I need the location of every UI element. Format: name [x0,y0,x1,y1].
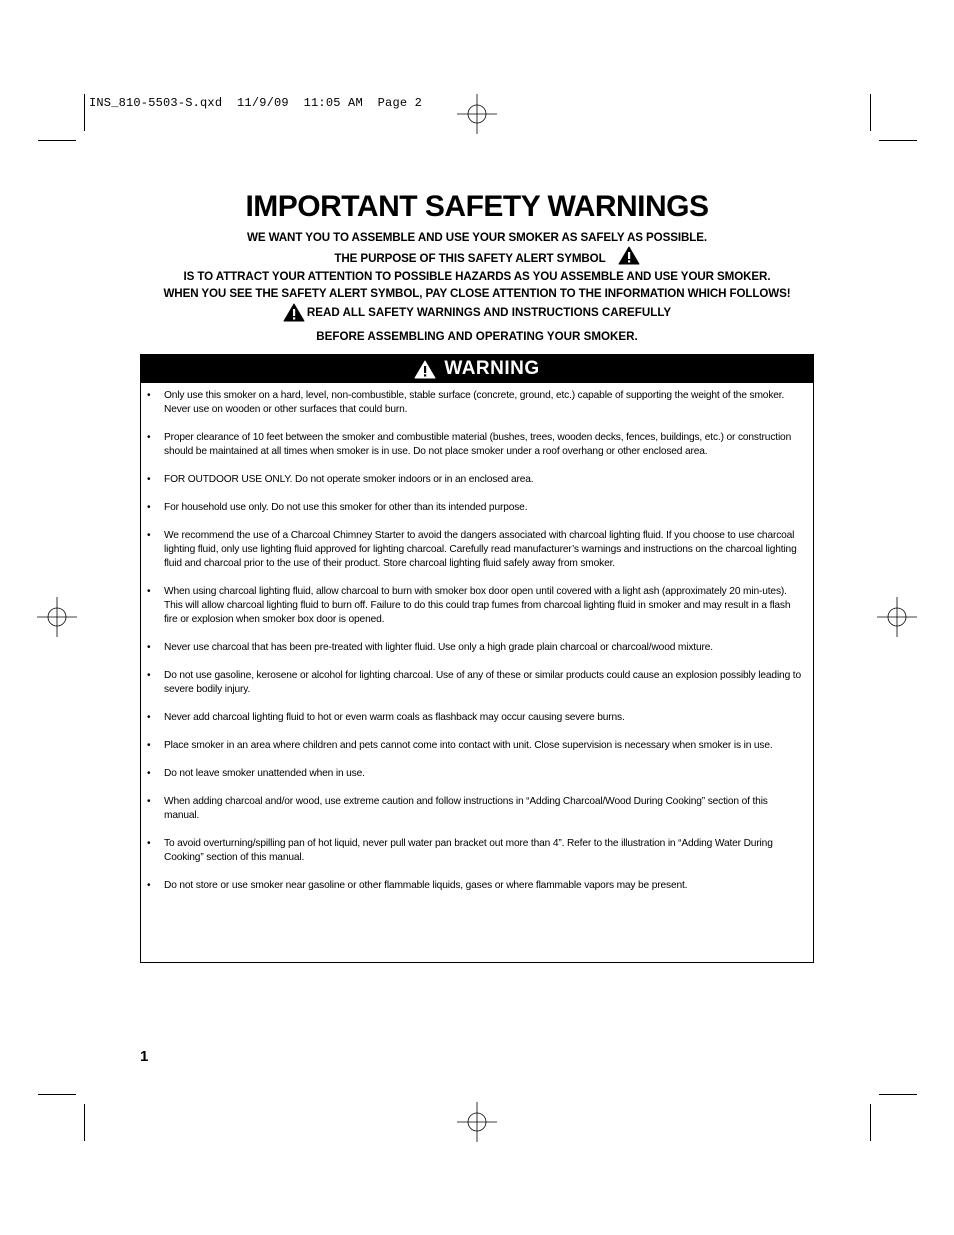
list-item: • FOR OUTDOOR USE ONLY. Do not operate smoker indoors or in an enclosed area. [141,473,813,487]
safety-alert-triangle-icon [414,360,436,379]
list-item: • Do not use gasoline, kerosene or alcohol for lighting charcoal. Use of any of these or similar products could cause an explosion possibly leading to severe bodily injury. [141,669,813,697]
print-slug: INS_810-5503-S.qxd 11/9/09 11:05 AM Page 2 [89,96,423,110]
crop-mark [84,94,85,131]
list-item: • We recommend the use of a Charcoal Chimney Starter to avoid the dangers associated with charcoal lighting fluid. If you choose to use charcoal lighting fluid, only use lighting fluid approved for lighting charcoal. Carefully read manufacturer’s warnings and instructions on the charcoal lighting fluid and charcoal prior to the use of their product. Store charcoal lighting fluid safely away from smoker. [141,529,813,571]
intro-line: IS TO ATTRACT YOUR ATTENTION TO POSSIBLE HAZARDS AS YOU ASSEMBLE AND USE YOUR SMOKER. [183,269,771,283]
list-item: • To avoid overturning/spilling pan of hot liquid, never pull water pan bracket out more than 4”. Refer to the illustration in “Adding Water During Cooking” section of this manual. [141,837,813,865]
safety-alert-triangle-icon [283,303,305,322]
list-item: • For household use only. Do not use this smoker for other than its intended purpose. [141,501,813,515]
warning-header [141,355,813,383]
list-item: • Never use charcoal that has been pre-treated with lighter fluid. Use only a high grade plain charcoal or charcoal/wood mixture. [141,641,813,655]
crop-mark [870,94,871,131]
list-item: • When adding charcoal and/or wood, use extreme caution and follow instructions in “Adding Charcoal/Wood During Cooking” section of this manual. [141,795,813,823]
crop-mark [870,1104,871,1141]
crop-mark [879,140,917,141]
registration-mark-icon [457,94,497,134]
list-item: • Proper clearance of 10 feet between the smoker and combustible material (bushes, trees, wooden decks, fences, buildings, etc.) or construction should be maintained at all times when smoker is in use. Do not place smoker under a roof overhang or other enclosed area. [141,431,813,459]
crop-mark [84,1104,85,1141]
crop-mark [879,1094,917,1095]
page-number: 1 [140,1048,149,1065]
registration-mark-icon [457,1102,497,1142]
warning-box [140,354,814,963]
intro-line-text: THE PURPOSE OF THIS SAFETY ALERT SYMBOL [334,252,606,266]
read-line [283,303,671,322]
list-item: • Do not leave smoker unattended when in use. [141,767,813,781]
safety-alert-triangle-icon [618,246,640,265]
intro-text [0,229,954,302]
crop-mark [38,140,76,141]
list-item: • Only use this smoker on a hard, level, non-combustible, stable surface (concrete, ground, etc.) capable of supporting the weight of the smoker. Never use on wooden or other surfaces that could burn. [141,389,813,417]
warning-list [141,389,813,907]
list-item: • When using charcoal lighting fluid, allow charcoal to burn with smoker box door open until covered with a light ash (approximately 20 min-utes). This will allow charcoal lighting fluid to burn off. Failure to do this could trap fumes from charcoal lighting fluid in smoker and may result in a flash fire or explosion when smoker box door is opened. [141,585,813,627]
list-item: • Never add charcoal lighting fluid to hot or even warm coals as flashback may occur causing severe burns. [141,711,813,725]
read-line: BEFORE ASSEMBLING AND OPERATING YOUR SMOKER. [316,329,638,343]
crop-mark [38,1094,76,1095]
list-item: • Do not store or use smoker near gasoline or other flammable liquids, gases or where flammable vapors may be present. [141,879,813,893]
intro-line: WHEN YOU SEE THE SAFETY ALERT SYMBOL, PAY CLOSE ATTENTION TO THE INFORMATION WHICH FOLLOWS! [163,286,791,300]
registration-mark-icon [877,597,917,637]
registration-mark-icon [37,597,77,637]
read-instructions [0,303,954,345]
intro-line: WE WANT YOU TO ASSEMBLE AND USE YOUR SMOKER AS SAFELY AS POSSIBLE. [246,231,707,244]
list-item: • Place smoker in an area where children and pets cannot come into contact with unit. Close supervision is necessary when smoker is in use. [141,739,813,753]
page-title: IMPORTANT SAFETY WARNINGS [245,190,709,223]
intro-line [0,246,954,267]
warning-label: WARNING [444,358,540,379]
read-line-text: READ ALL SAFETY WARNINGS AND INSTRUCTIONS CAREFULLY [306,305,672,319]
